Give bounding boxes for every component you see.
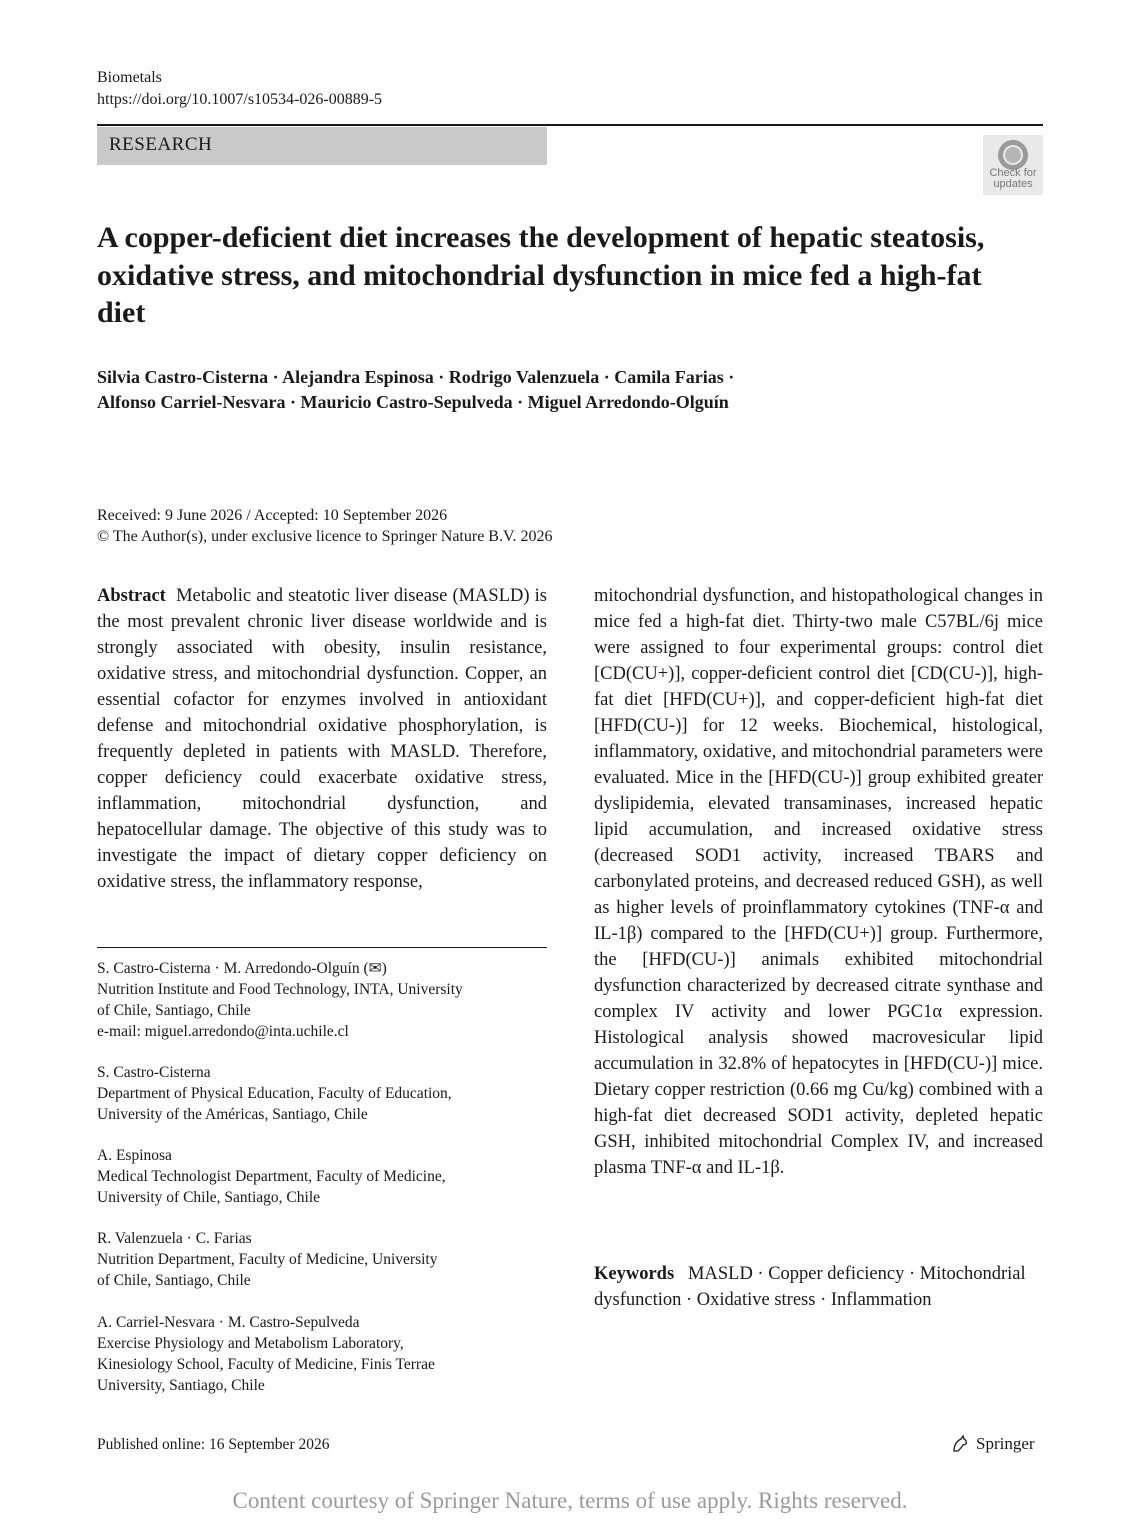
article-title: A copper-deficient diet increases the development of hepatic steatosis, oxidative stress, and mitochondrial dysfunction in mice fed a high-fat diet — [97, 221, 985, 329]
affiliation-line: University of Chile, Santiago, Chile — [97, 1189, 321, 1206]
abstract-text-left: Metabolic and steatotic liver disease (MASLD) is the most prevalent chronic liver disease worldwide and is strongly associated with obesity, insulin resistance, oxidative stress, and mitochondrial dysfunction. Copper, an essential cofactor for enzymes involved in antioxidant defense and mitochondrial oxidative phosphorylation, is frequently depleted in patients with MASLD. Therefore, copper deficiency could exacerbate oxidative stress, inflammation, mitochondrial dysfunction, and hepatocellular damage. The objective of this study was to investigate the impact of dietary copper deficiency on oxidative stress, the inflammatory response, — [97, 586, 547, 892]
abstract-label: Abstract — [97, 586, 166, 606]
abstract-left-column — [97, 583, 547, 895]
affiliation-line: Nutrition Department, Faculty of Medicine, University — [97, 1251, 438, 1268]
affiliation-block — [97, 958, 547, 1042]
author-line: Alfonso Carriel-Nesvara · Mauricio Castro-Sepulveda · Miguel Arredondo-Olguín — [97, 392, 729, 412]
footnote-rule — [97, 947, 547, 948]
journal-name: Biometals — [97, 69, 162, 86]
article-dates — [97, 505, 797, 547]
keywords-text: MASLD · Copper deficiency · Mitochondrial dysfunction · Oxidative stress · Inflammation — [594, 1264, 1026, 1310]
journal-header — [97, 67, 382, 111]
keywords-label: Keywords — [594, 1264, 675, 1284]
affiliation-names: S. Castro-Cisterna · M. Arredondo-Olguín (✉) — [97, 960, 387, 977]
header-rule — [97, 124, 1043, 126]
affiliation-line: University, Santiago, Chile — [97, 1377, 265, 1394]
affiliation-line: of Chile, Santiago, Chile — [97, 1002, 251, 1019]
affiliation-line: Medical Technologist Department, Faculty of Medicine, — [97, 1168, 446, 1185]
publisher-logo[interactable] — [950, 1433, 1035, 1455]
affiliation-names: S. Castro-Cisterna — [97, 1064, 211, 1081]
corresponding-email[interactable]: e-mail: miguel.arredondo@inta.uchile.cl — [97, 1023, 349, 1040]
publisher-name: Springer — [976, 1434, 1035, 1453]
affiliation-block — [97, 1228, 547, 1291]
check-for-updates-badge[interactable] — [983, 135, 1043, 195]
author-list — [97, 365, 1027, 415]
affiliation-names: A. Carriel-Nesvara · M. Castro-Sepulveda — [97, 1314, 360, 1331]
received-accepted: Received: 9 June 2026 / Accepted: 10 September 2026 — [97, 507, 448, 524]
author-line: Silvia Castro-Cisterna · Alejandra Espinosa · Rodrigo Valenzuela · Camila Farias · — [97, 367, 735, 387]
keywords-block — [594, 1261, 1043, 1313]
article-type-label: RESEARCH — [109, 134, 213, 155]
affiliation-names: R. Valenzuela · C. Farias — [97, 1230, 252, 1247]
affiliation-line: Exercise Physiology and Metabolism Laboratory, — [97, 1335, 404, 1352]
affiliation-names: A. Espinosa — [97, 1147, 172, 1164]
affiliation-line: of Chile, Santiago, Chile — [97, 1272, 251, 1289]
affiliation-block — [97, 1062, 547, 1125]
check-updates-text: Check for updates — [989, 167, 1037, 190]
affiliation-line: University of the Américas, Santiago, Chile — [97, 1106, 368, 1123]
springer-horse-icon — [950, 1434, 970, 1454]
courtesy-notice: Content courtesy of Springer Nature, terms of use apply. Rights reserved. — [232, 1488, 908, 1513]
published-online: Published online: 16 September 2026 — [97, 1436, 330, 1453]
affiliation-line: Nutrition Institute and Food Technology, INTA, University — [97, 981, 463, 998]
abstract-text-right: mitochondrial dysfunction, and histopathological changes in mice fed a high-fat diet. Thirty-two male C57BL/6j mice were assigned to four experimental groups: control diet [CD(CU+)], copper-deficient control diet [CD(CU-)], high-fat diet [HFD(CU+)], and copper-deficient high-fat diet [HFD(CU-)] for 12 weeks. Biochemical, histological, inflammatory, oxidative, and mitochondrial parameters were evaluated. Mice in the [HFD(CU-)] group exhibited greater dyslipidemia, elevated transaminases, increased hepatic lipid accumulation, and increased oxidative stress (decreased SOD1 activity, increased TBARS and carbonylated proteins, and decreased reduced GSH), as well as higher levels of proinflammatory cytokines (TNF-α and IL-1β) compared to the [HFD(CU+)] group. Furthermore, the [HFD(CU-)] animals exhibited mitochondrial dysfunction characterized by decreased citrate synthase and complex IV activity and lower PGC1α expression. Histological analysis showed macrovesicular lipid accumulation in 32.8% of hepatocytes in [HFD(CU-)] mice. Dietary copper restriction (0.66 mg Cu/kg) combined with a high-fat diet decreased SOD1 activity, depleted hepatic GSH, inhibited mitochondrial Complex IV, and increased plasma TNF-α and IL-1β. — [594, 586, 1043, 1178]
copyright-line: © The Author(s), under exclusive licence to Springer Nature B.V. 2026 — [97, 528, 553, 545]
article-type-banner — [97, 127, 547, 165]
affiliation-block — [97, 1145, 547, 1208]
affiliation-line: Kinesiology School, Faculty of Medicine, Finis Terrae — [97, 1356, 435, 1373]
doi-link[interactable]: https://doi.org/10.1007/s10534-026-00889-5 — [97, 91, 383, 108]
affiliation-line: Department of Physical Education, Faculty of Education, — [97, 1085, 452, 1102]
abstract-right-column — [594, 583, 1043, 1181]
affiliation-block — [97, 1312, 547, 1396]
